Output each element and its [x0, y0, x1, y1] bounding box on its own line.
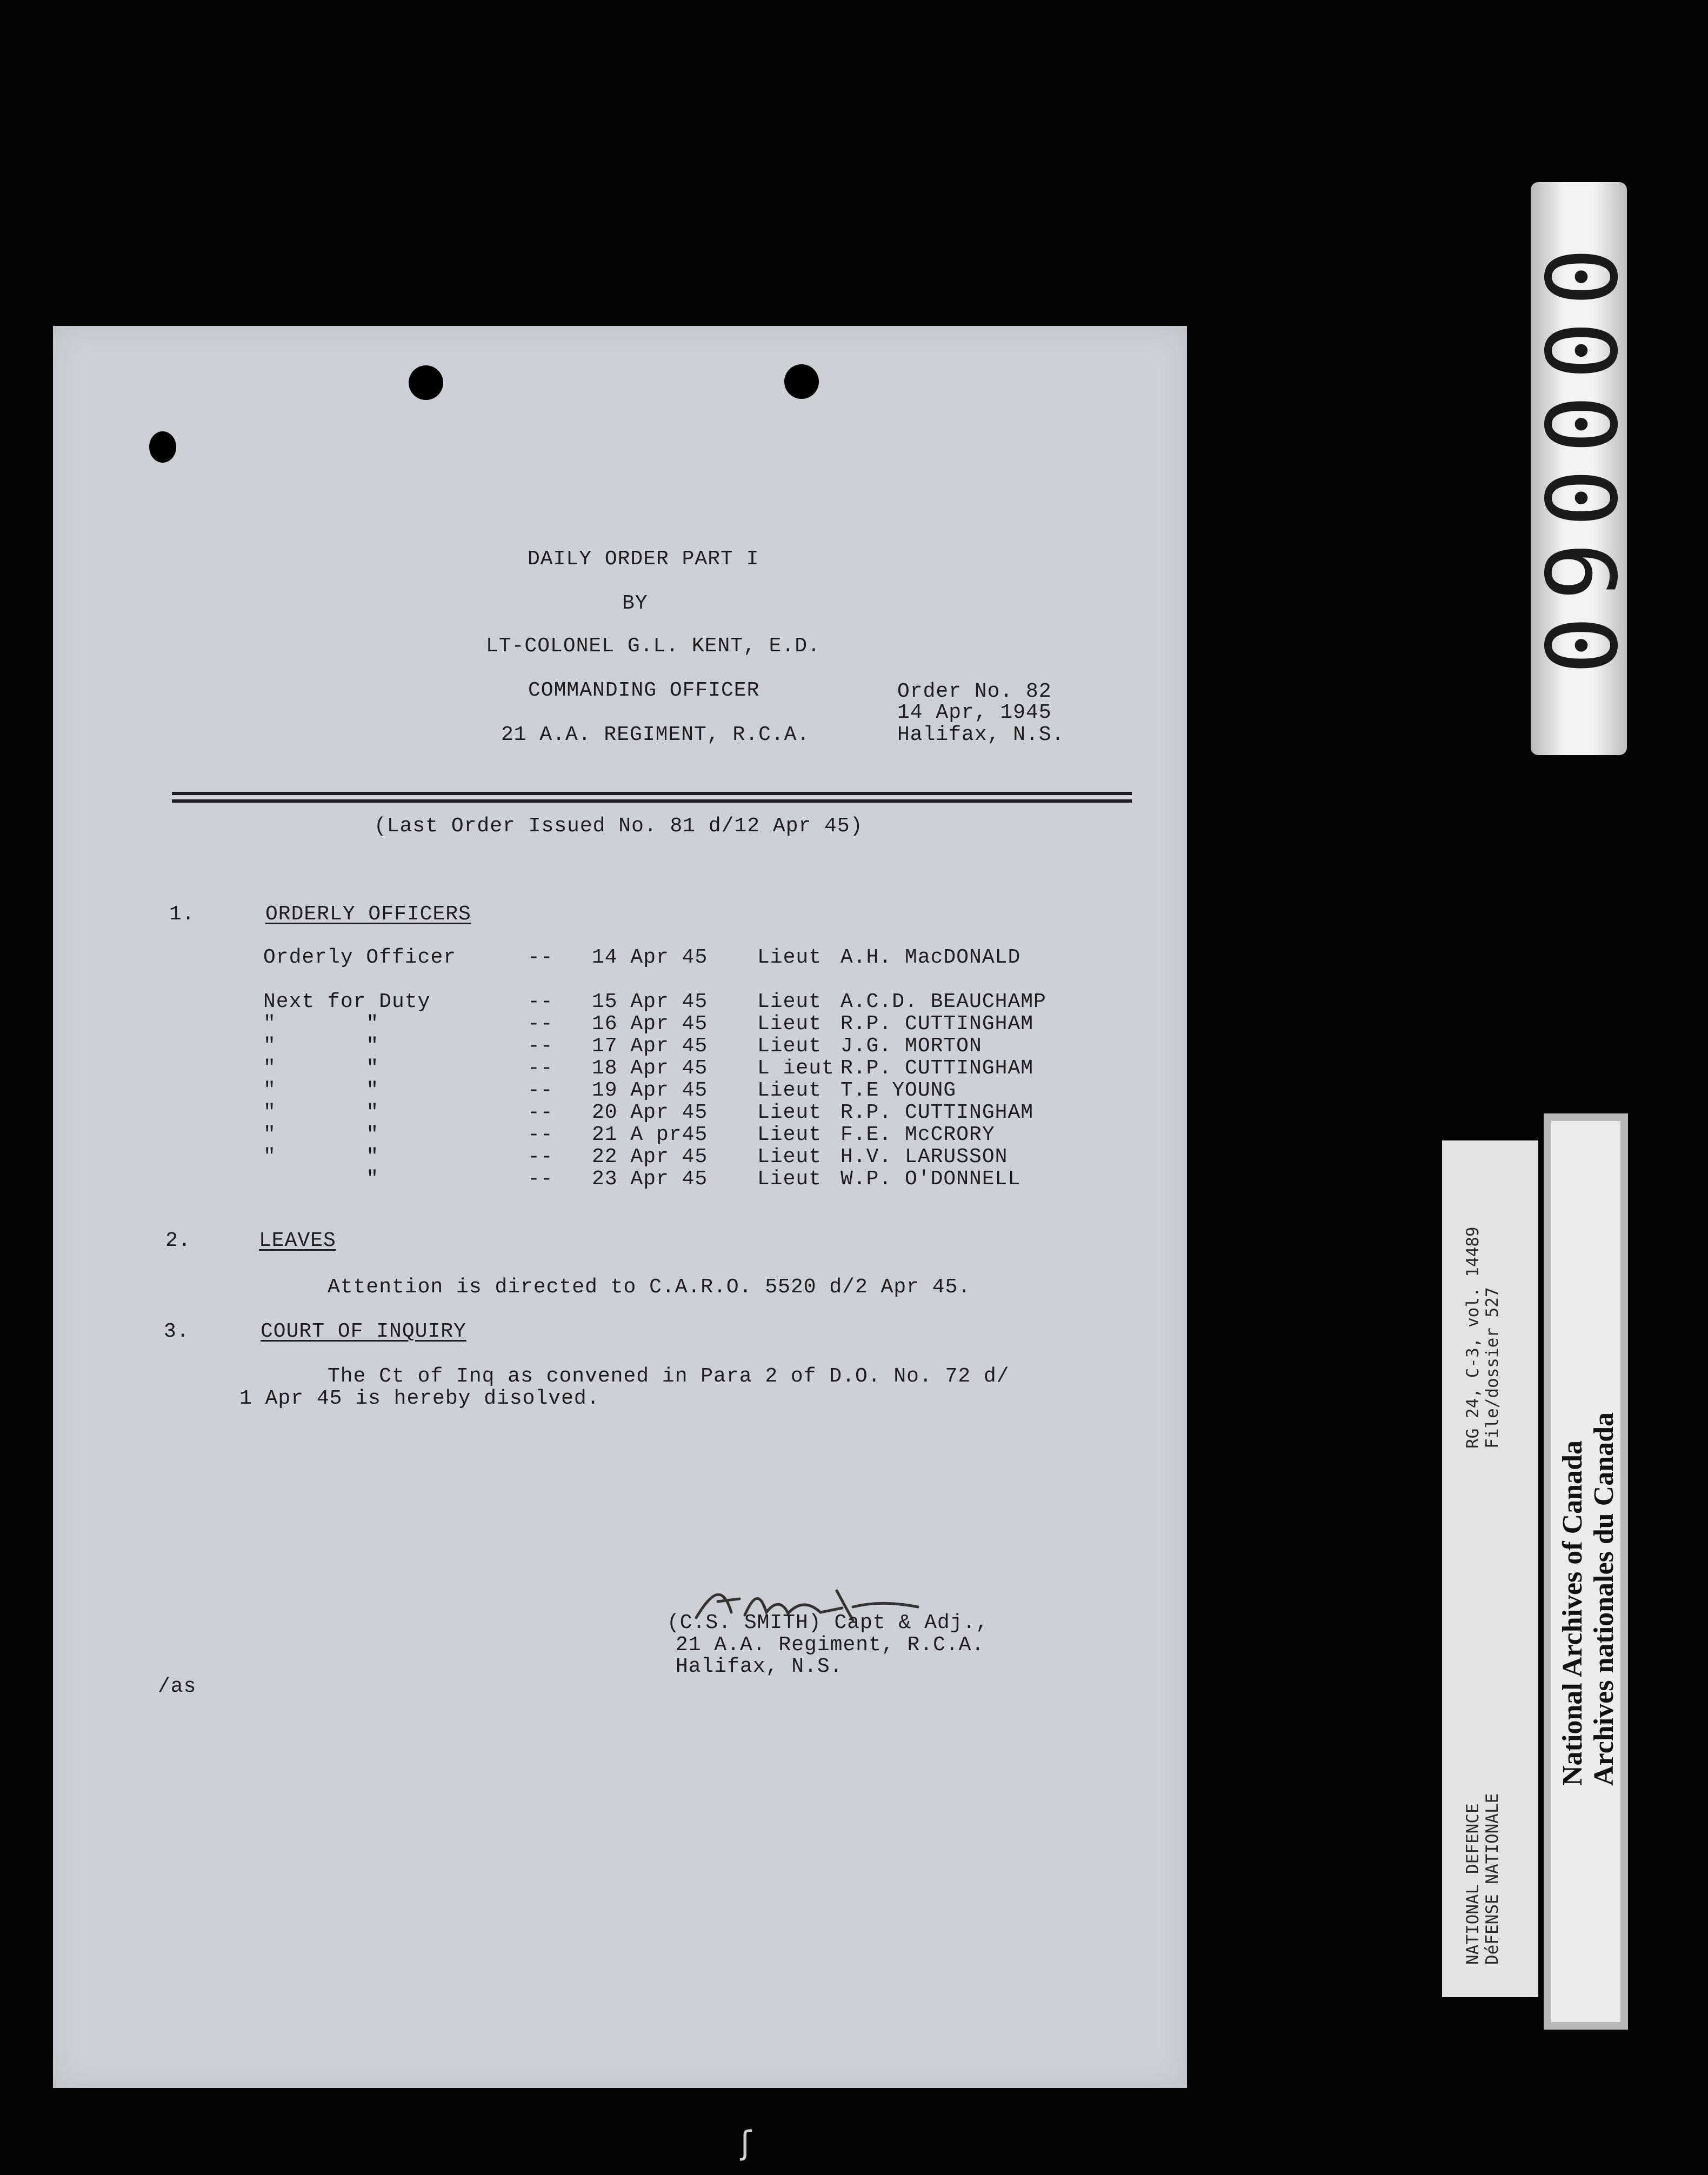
row-date: 21 A pr45: [592, 1123, 708, 1146]
section-title-leaves: LEAVES: [259, 1229, 336, 1252]
row-rank: Lieut: [757, 1123, 822, 1146]
signature-line2: 21 A.A. Regiment, R.C.A.: [676, 1633, 985, 1657]
unit-name: 21 A.A. REGIMENT, R.C.A.: [501, 723, 810, 746]
order-title: DAILY ORDER PART I: [528, 548, 759, 571]
row-officer-name: A.C.D. BEAUCHAMP: [840, 990, 1046, 1013]
order-number: Order No. 82: [897, 680, 1052, 703]
row-date: 17 Apr 45: [592, 1035, 708, 1058]
row-rank: Lieut: [757, 1145, 822, 1169]
punch-hole: [784, 364, 819, 399]
row-label: " ": [263, 1057, 379, 1080]
row-dash: --: [528, 1035, 553, 1058]
by-line: BY: [622, 592, 648, 615]
row-date: 22 Apr 45: [592, 1145, 708, 1169]
order-date: 14 Apr, 1945: [897, 701, 1052, 724]
row-rank: Lieut: [757, 1167, 822, 1191]
row-label: ": [263, 1167, 379, 1191]
national-archives-card: [1544, 1113, 1628, 2030]
typist-initials: /as: [158, 1675, 197, 1698]
department-card: [1442, 1140, 1538, 1997]
archive-reference-1: RG 24, C-3, vol. 14489: [1463, 1226, 1483, 1449]
row-label: " ": [263, 1035, 379, 1058]
row-rank: Lieut: [757, 990, 822, 1013]
row-officer-name: F.E. McCRORY: [840, 1123, 995, 1146]
section-title-orderly-officers: ORDERLY OFFICERS: [265, 903, 471, 926]
row-rank: Lieut: [757, 1101, 822, 1124]
section-number: 2.: [165, 1229, 191, 1252]
row-dash: --: [528, 1012, 553, 1036]
row-label: " ": [263, 1012, 379, 1036]
row-officer-name: J.G. MORTON: [840, 1035, 982, 1058]
header-divider: [172, 799, 1132, 803]
row-dash: --: [528, 946, 553, 969]
leaves-text: Attention is directed to C.A.R.O. 5520 d/2 Apr 45.: [328, 1276, 971, 1299]
row-rank: Lieut: [757, 946, 822, 969]
archives-name-fr: Archives nationales du Canada: [1589, 1412, 1619, 1786]
punch-hole: [149, 431, 176, 463]
last-order-line: (Last Order Issued No. 81 d/12 Apr 45): [374, 815, 863, 838]
dept-name-en: NATIONAL DEFENCE: [1463, 1803, 1483, 1965]
officer-position: COMMANDING OFFICER: [528, 679, 760, 702]
row-officer-name: R.P. CUTTINGHAM: [840, 1012, 1034, 1036]
row-date: 19 Apr 45: [592, 1079, 708, 1102]
row-label: " ": [263, 1101, 379, 1124]
inquiry-text-line2: 1 Apr 45 is hereby disolved.: [239, 1387, 600, 1410]
row-rank: Lieut: [757, 1012, 822, 1036]
row-date: 23 Apr 45: [592, 1167, 708, 1191]
frame-number-label: [1522, 182, 1636, 755]
row-label: " ": [263, 1145, 379, 1169]
row-rank: L ieut: [757, 1057, 835, 1080]
row-rank: Lieut: [757, 1079, 822, 1102]
officer-name: LT-COLONEL G.L. KENT, E.D.: [486, 635, 820, 658]
row-officer-name: T.E YOUNG: [840, 1079, 957, 1102]
row-officer-name: A.H. MacDONALD: [840, 946, 1021, 969]
row-date: 14 Apr 45: [592, 946, 708, 969]
row-date: 20 Apr 45: [592, 1101, 708, 1124]
film-scratch: ʃ: [740, 2124, 752, 2162]
row-dash: --: [528, 1145, 553, 1169]
section-number: 1.: [169, 903, 195, 926]
signature-line1: (C.S. SMITH) Capt & Adj.,: [667, 1611, 989, 1634]
row-rank: Lieut: [757, 1035, 822, 1058]
row-dash: --: [528, 1123, 553, 1146]
row-dash: --: [528, 1057, 553, 1080]
section-number: 3.: [164, 1320, 190, 1343]
row-date: 16 Apr 45: [592, 1012, 708, 1036]
row-dash: --: [528, 1167, 553, 1191]
dept-name-fr: DéFENSE NATIONALE: [1483, 1793, 1502, 1965]
row-officer-name: R.P. CUTTINGHAM: [840, 1101, 1034, 1124]
frame-number: 000060: [1522, 247, 1636, 690]
row-officer-name: W.P. O'DONNELL: [840, 1167, 1021, 1191]
order-place: Halifax, N.S.: [897, 723, 1065, 746]
row-dash: --: [528, 1079, 553, 1102]
row-label: Orderly Officer: [263, 946, 457, 969]
row-officer-name: R.P. CUTTINGHAM: [840, 1057, 1034, 1080]
row-label: " ": [263, 1079, 379, 1102]
inquiry-text-line1: The Ct of Inq as convened in Para 2 of D.O. No. 72 d/: [328, 1365, 1010, 1388]
header-divider: [172, 792, 1132, 795]
row-dash: --: [528, 990, 553, 1013]
signature-line3: Halifax, N.S.: [676, 1655, 843, 1678]
row-date: 18 Apr 45: [592, 1057, 708, 1080]
row-dash: --: [528, 1101, 553, 1124]
archive-reference-2: File/dossier 527: [1483, 1287, 1502, 1449]
document-page: [53, 326, 1187, 2088]
punch-hole: [409, 365, 443, 400]
row-label: Next for Duty: [263, 990, 431, 1013]
archives-name-en: National Archives of Canada: [1557, 1440, 1588, 1786]
row-date: 15 Apr 45: [592, 990, 708, 1013]
section-title-court-of-inquiry: COURT OF INQUIRY: [261, 1320, 466, 1343]
row-officer-name: H.V. LARUSSON: [840, 1145, 1008, 1169]
row-label: " ": [263, 1123, 379, 1146]
